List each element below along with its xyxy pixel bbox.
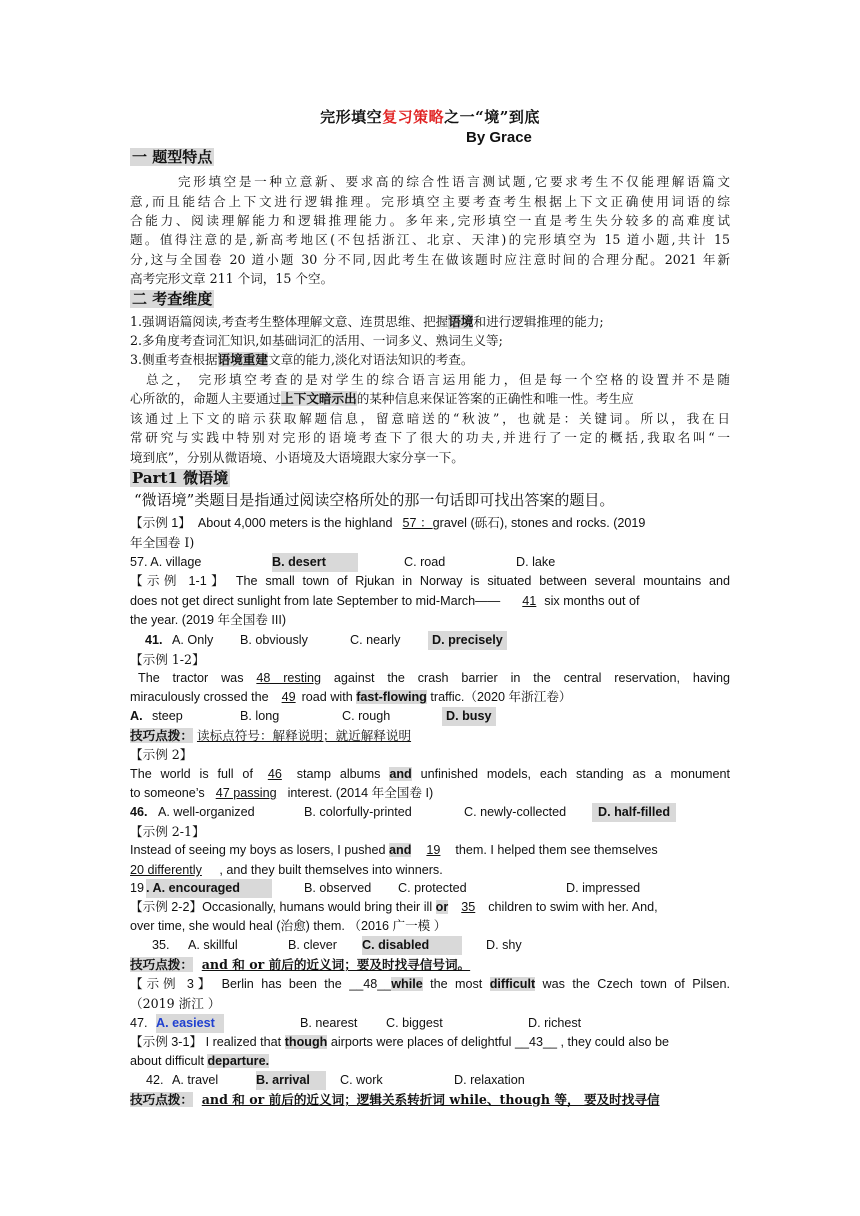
- paragraph-line: 合能力、阅读理解能力和逻辑推理能力。多年来,完形填空一直是考生失分较多的高难度试: [130, 213, 730, 228]
- part-heading: Part1 微语境: [132, 469, 229, 487]
- text: them. I helped them see themselves: [455, 843, 658, 857]
- keyword-highlight: fast-flowing: [356, 690, 427, 704]
- tip-row: [130, 726, 730, 745]
- example-label: 【示例 3】: [130, 977, 215, 991]
- option: D. impressed: [566, 881, 641, 895]
- text: Occasionally, humans would bring their ill: [202, 900, 433, 914]
- option: C. biggest: [386, 1016, 443, 1030]
- option: C. rough: [342, 709, 391, 723]
- example-line: [130, 688, 730, 707]
- option: C. protected: [398, 881, 467, 895]
- part1-intro: “微语境”类题目是指通过阅读空格所处的那一句话即可找出答案的题目。: [134, 491, 615, 509]
- option: C. newly-collected: [464, 805, 567, 819]
- text: 1.强调语篇阅读,考查考生整体理解文意、连贯思维、把握: [130, 314, 449, 329]
- option: D. relaxation: [454, 1073, 525, 1087]
- text: 的某种信息来保证答案的正确性和唯一性。考生应: [356, 391, 634, 406]
- paragraph-line: 完形填空是一种立意新、要求高的综合性语言测试题,它要求考生不仅能理解语篇文: [178, 174, 730, 189]
- option-answer: B. desert: [272, 553, 358, 572]
- example-1: [130, 514, 730, 533]
- part1-heading-row: [130, 469, 730, 488]
- option: D. lake: [516, 555, 556, 569]
- option: B. observed: [304, 881, 372, 895]
- list-item: 2.多角度考查词汇知识,如基础词汇的活用、一词多义、熟词生义等;: [130, 333, 503, 348]
- option: 57. A. village: [130, 555, 202, 569]
- section-1-heading-row: [130, 148, 730, 167]
- text: 3.侧重考查根据: [130, 352, 218, 367]
- blank: 41: [522, 594, 537, 608]
- section-2-heading-row: [130, 290, 730, 309]
- example-line: over time, she would heal (治愈) them. （2016 广一模 ）: [130, 919, 447, 933]
- option: A. Only: [172, 633, 214, 647]
- example-line: [130, 592, 730, 611]
- option: A. skillful: [188, 938, 238, 952]
- tip-label: 技巧点拨：: [130, 1092, 193, 1107]
- section-heading: 一 题型特点: [132, 148, 213, 166]
- section-heading: 二 考查维度: [132, 290, 213, 308]
- option-number: 46.: [130, 805, 148, 819]
- tip-row: [130, 955, 730, 974]
- text: airports were places of delightful __43__ , they could also be: [330, 1035, 670, 1049]
- text: to someone’s: [130, 786, 205, 800]
- byline: By Grace: [466, 129, 532, 146]
- example-line: [130, 841, 730, 860]
- tip-text: 读标点符号：解释说明；就近解释说明: [196, 728, 412, 743]
- paragraph-line: 境到底”，分别从微语境、小语境及大语境跟大家分享一下。: [130, 450, 464, 465]
- blank: 20 differently: [130, 863, 202, 877]
- option-answer: C. disabled: [362, 936, 462, 955]
- paragraph-line: [130, 389, 730, 408]
- example-label: 【示例 3-1】: [130, 1035, 203, 1049]
- option-number: A.: [130, 709, 143, 723]
- example-1-1: [130, 572, 730, 591]
- tip-text: and 和 or 前后的近义词；逻辑关系转折词 while、though 等， 要及时找寻信: [201, 1092, 660, 1107]
- option: C. nearly: [350, 633, 401, 647]
- option-number: 35.: [152, 938, 170, 952]
- option-number: 42.: [146, 1073, 164, 1087]
- example-label: 【示例 1】: [130, 516, 191, 530]
- keyword-highlight: departure.: [207, 1054, 270, 1068]
- keyword-highlight: or: [435, 900, 449, 914]
- option-answer: D. half-filled: [592, 803, 676, 822]
- text: was the Czech town of Pilsen.: [542, 977, 730, 991]
- text: stamp albums: [296, 767, 381, 781]
- keyword-highlight: while: [391, 977, 423, 991]
- paragraph-line: 题。值得注意的是,新高考地区(不包括浙江、北京、天津)的完形填空为 15 道小题,共计 15: [130, 232, 730, 247]
- text: gravel (砾石), stones and rocks. (2019: [432, 516, 646, 530]
- option: B. obviously: [240, 633, 308, 647]
- title-part-1: 完形填空: [320, 108, 383, 126]
- text: unfinished models, each standing as a monument: [420, 767, 731, 781]
- example-line: [138, 669, 730, 688]
- option-number: 47.: [130, 1016, 148, 1030]
- example-line: [130, 975, 730, 994]
- keyword-highlight: 上下文暗示出: [281, 391, 357, 406]
- option: B. colorfully-printed: [304, 805, 412, 819]
- tip-label: 技巧点拨：: [130, 728, 193, 743]
- blank: 47 passing: [215, 786, 277, 800]
- blank: 49: [281, 690, 296, 704]
- example-line: [130, 784, 730, 803]
- option: A. well-organized: [158, 805, 255, 819]
- option: D. shy: [486, 938, 522, 952]
- text: miraculously crossed the: [130, 690, 269, 704]
- paragraph-line: 该通过上下文的暗示获取解题信息，留意暗送的“秋波”，也就是：关键词。所以，我在日: [130, 411, 730, 426]
- text: road with: [301, 690, 353, 704]
- example-label: 【示例 2-1】: [130, 824, 205, 839]
- keyword-highlight: difficult: [489, 977, 536, 991]
- list-item: [130, 312, 730, 331]
- title-part-3: 之一“境”到底: [444, 108, 540, 126]
- text: The tractor was: [138, 671, 244, 685]
- text: Berlin has been the __48__: [221, 977, 392, 991]
- text: The small town of Rjukan in Norway is situated between several mountains and: [235, 574, 731, 588]
- option: C. road: [404, 555, 446, 569]
- keyword-highlight: and: [389, 767, 412, 781]
- paragraph-line: 高考完形文章 211 个词，15 个空。: [130, 271, 334, 286]
- paragraph-line: 总之， 完形填空考查的是对学生的综合语言运用能力，但是每一个空格的设置并不是随: [146, 372, 730, 387]
- blank: 48 resting: [256, 671, 322, 685]
- text: interest. (2014 年全国卷 I): [287, 786, 434, 800]
- example-line: [130, 1033, 730, 1052]
- blank: 46: [267, 767, 282, 781]
- option-answer: D. precisely: [428, 631, 507, 650]
- text: , and they built themselves into winners.: [219, 863, 443, 877]
- text: does not get direct sunlight from late September to mid-March——: [130, 594, 501, 608]
- text: 和进行逻辑推理的能力;: [473, 314, 604, 329]
- example-line: [130, 1052, 730, 1071]
- keyword-highlight: though: [284, 1035, 328, 1049]
- example-line: [130, 861, 730, 880]
- option: B. nearest: [300, 1016, 358, 1030]
- blank: 19: [426, 843, 441, 857]
- list-item: [130, 350, 730, 369]
- text: 心所欲的，命题人主要通过: [130, 391, 282, 406]
- tip-row: [130, 1090, 730, 1109]
- paragraph-line: 意,而且能结合上下文进行逻辑推理。完形填空主要考查考生根据上下文正确使用词语的综: [130, 194, 730, 209]
- blank: 35: [461, 900, 476, 914]
- example-label: 【示例 1-2】: [130, 652, 205, 667]
- example-label: 【示例 2-2】: [130, 900, 203, 914]
- text: traffic.（2020 年浙江卷）: [430, 690, 572, 704]
- doc-title: [0, 106, 860, 127]
- tip-label: 技巧点拨：: [130, 957, 193, 972]
- text: children to swim with her. And,: [488, 900, 658, 914]
- source: 年全国卷 I): [130, 535, 195, 550]
- tip-text: and 和 or 前后的近义词；要及时找寻信号词。: [201, 957, 471, 972]
- example-line: [130, 765, 730, 784]
- text: About 4,000 meters is the highland: [197, 516, 393, 530]
- text: 文章的能力,淡化对语法知识的考查。: [267, 352, 474, 367]
- text: against the crash barrier in the central reservation, having: [333, 671, 731, 685]
- text: I realized that: [205, 1035, 282, 1049]
- keyword-highlight: 语境重建: [217, 352, 268, 367]
- example-label: 【示例 1-1】: [130, 574, 228, 588]
- option-answer: . A. encouraged: [146, 879, 272, 898]
- title-highlight: 复习策略: [382, 108, 445, 126]
- option: B. clever: [288, 938, 337, 952]
- text: six months out of: [544, 594, 640, 608]
- text: the most: [430, 977, 483, 991]
- option-answer: B. arrival: [256, 1071, 326, 1090]
- source: （2019 浙江 ）: [130, 996, 221, 1011]
- option: A. travel: [172, 1073, 219, 1087]
- example-line: [130, 898, 730, 917]
- option-answer: A. easiest: [156, 1014, 224, 1033]
- option: D. richest: [528, 1016, 582, 1030]
- option: steep: [152, 709, 183, 723]
- text: about difficult: [130, 1054, 204, 1068]
- keyword-highlight: 语境: [448, 314, 474, 329]
- text: Instead of seeing my boys as losers, I pushed: [130, 843, 386, 857]
- option: B. long: [240, 709, 280, 723]
- text: The world is full of: [130, 767, 253, 781]
- option-answer: D. busy: [442, 707, 496, 726]
- option-number: 41.: [145, 633, 163, 647]
- blank: 57 ：: [402, 516, 433, 530]
- keyword-highlight: and: [389, 843, 412, 857]
- example-line: the year. (2019 年全国卷 III): [130, 613, 287, 627]
- example-label: 【示例 2】: [130, 747, 193, 762]
- paragraph-line: 分,这与全国卷 20 道小题 30 分不同,因此考生在做该题时应注意时间的合理分配。2021 年新: [130, 252, 730, 267]
- option: C. work: [340, 1073, 383, 1087]
- option-number: 19: [130, 881, 145, 895]
- paragraph-line: 常研究与实践中特别对完形的语境考查下了很大的功夫,并进行了一定的概括,我取名叫“一: [130, 430, 730, 445]
